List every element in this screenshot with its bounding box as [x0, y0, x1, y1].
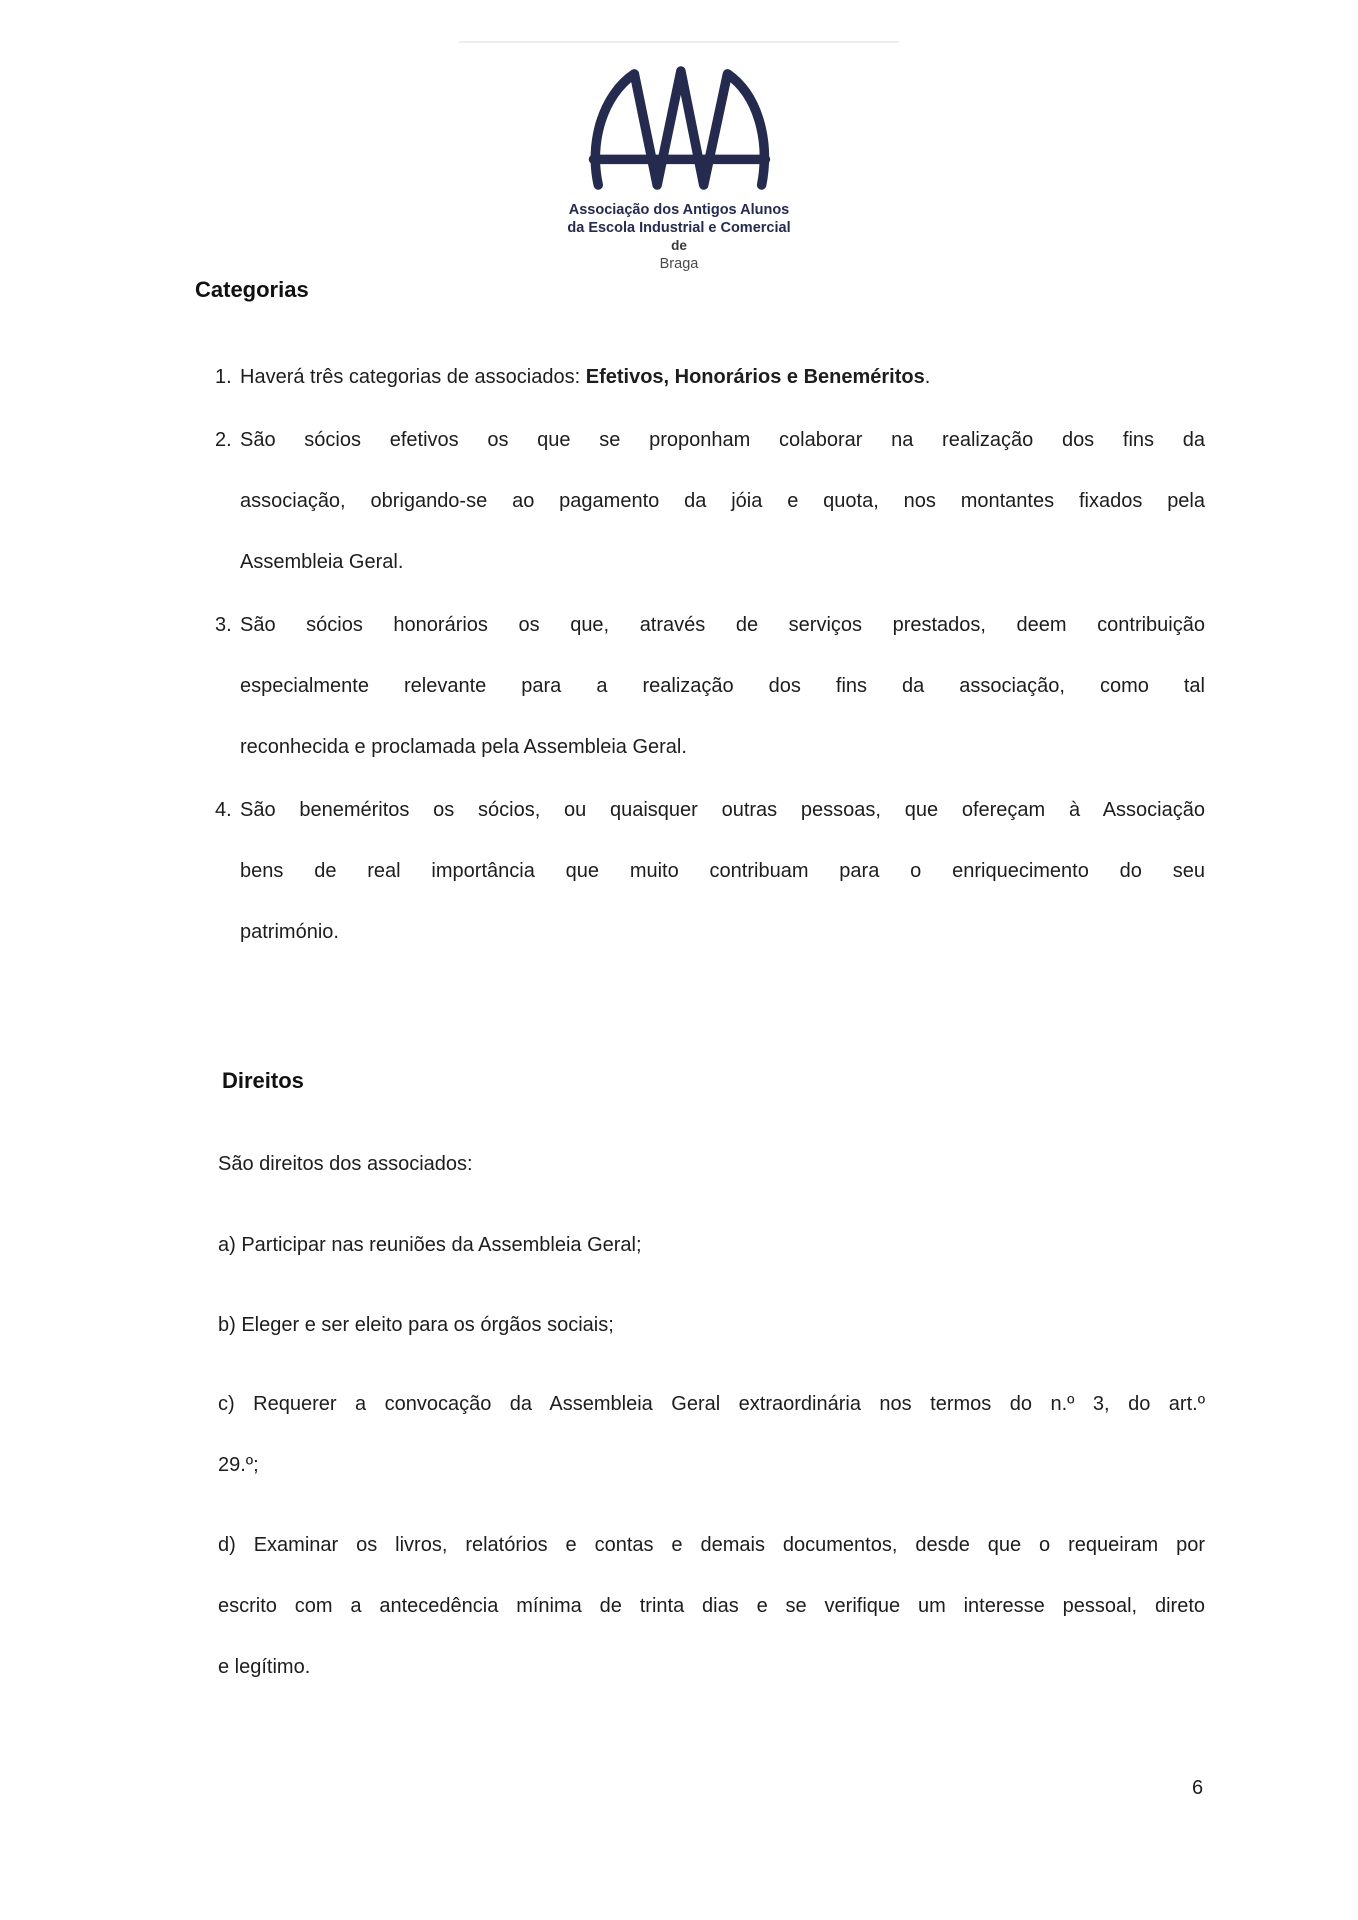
section-heading-direitos: Direitos [222, 1068, 304, 1093]
text-line: associação, obrigando-se ao pagamento da jóia e quota, nos montantes fixados pela [240, 490, 1205, 512]
list-item [215, 410, 1205, 593]
list-item-text [240, 780, 1205, 963]
section-heading-categorias: Categorias [195, 277, 309, 302]
categorias-list [215, 347, 1205, 965]
text-line: a) Participar nas reuniões da Assembleia Geral; [218, 1234, 642, 1256]
direitos-item-d [218, 1515, 1205, 1698]
list-item [215, 347, 1205, 408]
logo-caption-line: de [671, 238, 687, 253]
text-line: reconhecida e proclamada pela Assembleia Geral. [240, 736, 687, 758]
text-line: São sócios efetivos os que se proponham colaborar na realização dos fins da [240, 429, 1205, 451]
logo-caption-line: da Escola Industrial e Comercial [567, 220, 791, 236]
direitos-item-b [218, 1295, 1205, 1356]
logo-caption [0, 201, 1358, 273]
list-item-text [240, 347, 1205, 408]
text-line: d) Examinar os livros, relatórios e contas e demais documentos, desde que o requeiram por [218, 1534, 1205, 1556]
text-segment: . [924, 366, 931, 388]
text-line: c) Requerer a convocação da Assembleia Geral extraordinária nos termos do n.º 3, do art.º [218, 1393, 1205, 1415]
text-line: escrito com a antecedência mínima de trinta dias e se verifique um interesse pessoal, direto [218, 1595, 1205, 1617]
text-segment-bold: Efetivos, Honorários e Beneméritos [585, 366, 925, 388]
direitos-item-c [218, 1374, 1205, 1496]
page-number: 6 [1192, 1777, 1204, 1799]
text-line: São sócios honorários os que, através de serviços prestados, deem contribuição [240, 614, 1205, 636]
list-item [215, 595, 1205, 778]
list-item-number: 3. [215, 614, 232, 636]
direitos-item-a [218, 1215, 1205, 1276]
header-divider [459, 41, 899, 43]
text-line: Assembleia Geral. [240, 551, 404, 573]
list-item-number: 4. [215, 799, 232, 821]
logo-caption-line: Associação dos Antigos Alunos [568, 202, 790, 218]
logo-caption-line: Braga [659, 256, 699, 272]
list-item-number: 2. [215, 429, 232, 451]
text-line: São beneméritos os sócios, ou quaisquer outras pessoas, que ofereçam à Associação [240, 799, 1205, 821]
text-line: e legítimo. [218, 1656, 311, 1678]
aaa-monogram-icon [584, 64, 774, 192]
list-item-number: 1. [215, 366, 232, 388]
text-line: especialmente relevante para a realização dos fins da associação, como tal [240, 675, 1205, 697]
association-logo [0, 64, 1358, 273]
list-item-text [240, 410, 1205, 593]
text-line: b) Eleger e ser eleito para os órgãos sociais; [218, 1314, 614, 1336]
text-line: 29.º; [218, 1454, 259, 1476]
text-line: bens de real importância que muito contribuam para o enriquecimento do seu [240, 860, 1205, 882]
text-line: património. [240, 921, 339, 943]
list-item-text [240, 595, 1205, 778]
list-item [215, 780, 1205, 963]
text-segment: Haverá três categorias de associados: [240, 366, 586, 388]
direitos-intro: São direitos dos associados: [218, 1153, 473, 1175]
